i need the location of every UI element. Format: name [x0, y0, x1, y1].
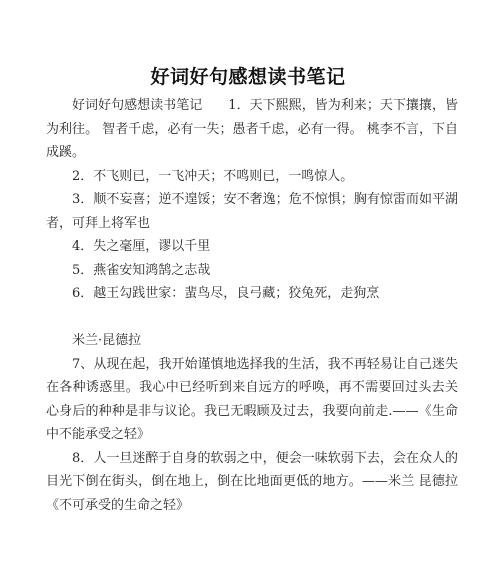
paragraph-6: 6．越王勾践世家：蜚鸟尽，良弓藏；狡兔死，走狗烹: [72, 286, 380, 301]
document-body: [46, 94, 458, 517]
quote-8: 8．人一旦迷醉于自身的软弱之中，便会一味软弱下去，会在众人的目光下倒在街头，倒在地上，倒在比地面更低的地方。——米兰 昆德拉《不可承受的生命之轻》: [46, 450, 458, 513]
paragraph-3: 3．顺不妄喜；逆不遑馁；安不奢逸；危不惊惧；胸有惊雷而如平湖者，可拜上将军也: [46, 192, 458, 231]
document-title: 好词好句感想读书笔记: [150, 66, 346, 88]
paragraph-2: 2．不飞则已，一飞冲天；不鸣则已，一鸣惊人。: [72, 168, 354, 184]
paragraph-4: 4．失之毫厘，谬以千里: [72, 239, 211, 254]
quote-7: 7、从现在起，我开始谨慎地选择我的生活，我不再轻易让自己迷失在各种诱惑里。我心中已经听到来自远方的呼唤，再不需要回过头去关心身后的种种是非与议论。我已无暇顾及过去，我要向前走.——《生命中不能承受之轻》: [46, 356, 458, 442]
paragraph-lead: 好词好句感想读书笔记: [72, 98, 203, 113]
author-heading: 米兰·昆德拉: [72, 333, 142, 348]
paragraph-5: 5．燕雀安知鸿鹄之志哉: [72, 262, 211, 278]
paragraph-1: [46, 94, 458, 165]
paragraph-text: 1．天下熙熙，皆为利来；天下攘攘，皆为利往。 智者千虑，必有一失；愚者千虑，必有一得。 桃李不言，下自成蹊。: [46, 98, 458, 160]
